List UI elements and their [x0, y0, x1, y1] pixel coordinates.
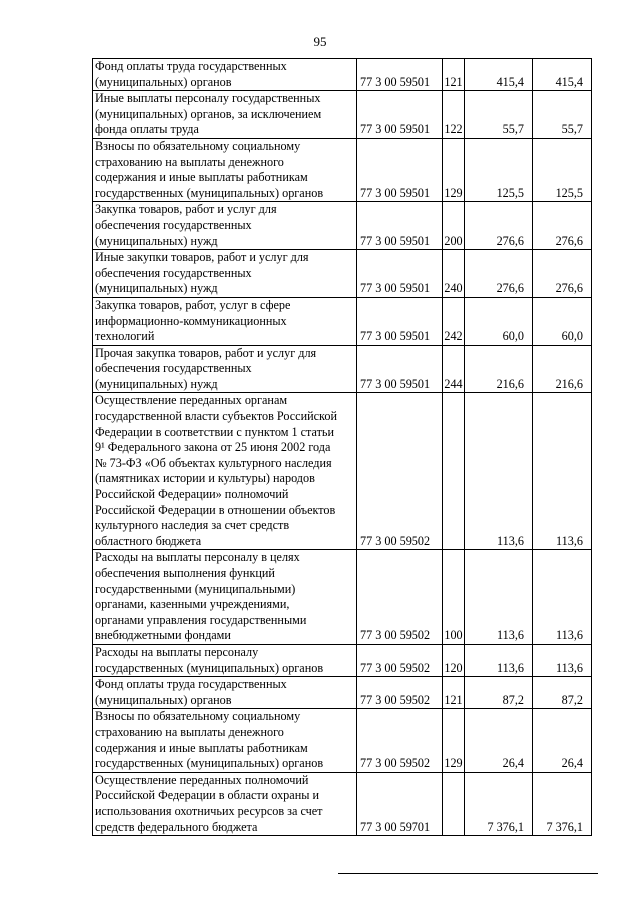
expense-type-code: 244	[443, 345, 465, 393]
expense-type-code: 121	[443, 59, 465, 91]
table-row	[93, 138, 592, 201]
amount-1: 113,6	[465, 393, 533, 550]
description-line: (муниципальных) органов	[95, 692, 232, 707]
table-row	[93, 677, 592, 709]
description-line: Фонд оплаты труда государственных	[95, 677, 287, 692]
description-line: Закупка товаров, работ и услуг для	[95, 202, 277, 217]
amount-2: 60,0	[533, 297, 592, 345]
description-line: 9¹ Федерального закона от 25 июня 2002 года	[95, 440, 331, 455]
description-line: страхованию на выплаты денежного	[95, 154, 284, 169]
table-body	[93, 59, 592, 836]
expense-type-code: 100	[443, 550, 465, 645]
description-line: государственных (муниципальных) органов	[95, 185, 324, 200]
description-line: Российской Федерации в области охраны и	[95, 788, 319, 803]
amount-2: 276,6	[533, 202, 592, 250]
description-line: Расходы на выплаты персоналу в целях	[95, 550, 300, 565]
row-description	[93, 91, 357, 139]
description-line: фонда оплаты труда	[95, 122, 199, 137]
expense-type-code: 120	[443, 644, 465, 676]
target-article-code: 77 3 00 59502	[357, 393, 443, 550]
description-line: Иные выплаты персоналу государственных	[95, 91, 321, 106]
description-line: Российской Федерации в отношении объектов	[95, 502, 336, 517]
target-article-code: 77 3 00 59502	[357, 709, 443, 772]
description-line: содержания и иные выплаты работникам	[95, 740, 308, 755]
amount-2: 415,4	[533, 59, 592, 91]
amount-2: 113,6	[533, 393, 592, 550]
table-row	[93, 91, 592, 139]
row-description	[93, 297, 357, 345]
row-description	[93, 550, 357, 645]
row-description	[93, 138, 357, 201]
budget-table	[92, 58, 592, 836]
amount-1: 125,5	[465, 138, 533, 201]
target-article-code: 77 3 00 59501	[357, 297, 443, 345]
table-row	[93, 297, 592, 345]
table-row	[93, 550, 592, 645]
target-article-code: 77 3 00 59501	[357, 202, 443, 250]
description-line: органами, казенными учреждениями,	[95, 597, 290, 612]
expense-type-code: 242	[443, 297, 465, 345]
expense-type-code: 121	[443, 677, 465, 709]
description-line: (муниципальных) нужд	[95, 281, 218, 296]
description-line: Взносы по обязательному социальному	[95, 138, 301, 153]
amount-2: 113,6	[533, 644, 592, 676]
row-description	[93, 393, 357, 550]
description-line: культурного наследия за счет средств	[95, 518, 290, 533]
table-row	[93, 250, 592, 298]
description-line: (памятниках истории и культуры) народов	[95, 471, 315, 486]
target-article-code: 77 3 00 59501	[357, 59, 443, 91]
target-article-code: 77 3 00 59501	[357, 345, 443, 393]
expense-type-code: 200	[443, 202, 465, 250]
page-number: 95	[313, 34, 327, 49]
table-row	[93, 709, 592, 772]
table-row	[93, 202, 592, 250]
amount-1: 26,4	[465, 709, 533, 772]
description-line: Осуществление переданных полномочий	[95, 772, 309, 787]
amount-1: 113,6	[465, 550, 533, 645]
description-line: государственной власти субъектов Российской	[95, 409, 337, 424]
target-article-code: 77 3 00 59502	[357, 550, 443, 645]
description-line: № 73-ФЗ «Об объектах культурного наследия	[95, 455, 332, 470]
row-description	[93, 772, 357, 835]
table-row	[93, 644, 592, 676]
row-description	[93, 59, 357, 91]
amount-1: 276,6	[465, 250, 533, 298]
amount-2: 55,7	[533, 91, 592, 139]
amount-1: 87,2	[465, 677, 533, 709]
row-description	[93, 202, 357, 250]
amount-2: 7 376,1	[533, 772, 592, 835]
amount-1: 113,6	[465, 644, 533, 676]
description-line: государственными (муниципальными)	[95, 581, 296, 596]
target-article-code: 77 3 00 59501	[357, 138, 443, 201]
description-line: Федерации в соответствии с пунктом 1 статьи	[95, 424, 334, 439]
amount-1: 216,6	[465, 345, 533, 393]
target-article-code: 77 3 00 59502	[357, 677, 443, 709]
expense-type-code	[443, 772, 465, 835]
footer-rule	[338, 873, 598, 874]
description-line: Фонд оплаты труда государственных	[95, 59, 287, 73]
description-line: государственных (муниципальных) органов	[95, 660, 324, 675]
row-description	[93, 644, 357, 676]
table-row	[93, 345, 592, 393]
description-line: областного бюджета	[95, 533, 202, 548]
table-row	[93, 772, 592, 835]
description-line: содержания и иные выплаты работникам	[95, 170, 308, 185]
description-line: страхованию на выплаты денежного	[95, 724, 284, 739]
expense-type-code	[443, 393, 465, 550]
target-article-code: 77 3 00 59701	[357, 772, 443, 835]
target-article-code: 77 3 00 59501	[357, 91, 443, 139]
description-line: Иные закупки товаров, работ и услуг для	[95, 250, 309, 265]
description-line: Закупка товаров, работ, услуг в сфере	[95, 297, 291, 312]
row-description	[93, 250, 357, 298]
amount-2: 216,6	[533, 345, 592, 393]
amount-1: 7 376,1	[465, 772, 533, 835]
description-line: (муниципальных) органов	[95, 74, 232, 89]
amount-2: 87,2	[533, 677, 592, 709]
expense-type-code: 122	[443, 91, 465, 139]
row-description	[93, 345, 357, 393]
description-line: технологий	[95, 329, 155, 344]
description-line: использования охотничьих ресурсов за счет	[95, 803, 323, 818]
description-line: государственных (муниципальных) органов	[95, 756, 324, 771]
description-line: Российской Федерации» полномочий	[95, 487, 289, 502]
target-article-code: 77 3 00 59502	[357, 644, 443, 676]
amount-1: 276,6	[465, 202, 533, 250]
expense-type-code: 240	[443, 250, 465, 298]
description-line: Взносы по обязательному социальному	[95, 709, 301, 724]
table-row	[93, 59, 592, 91]
description-line: (муниципальных) нужд	[95, 233, 218, 248]
description-line: Прочая закупка товаров, работ и услуг для	[95, 345, 317, 360]
description-line: внебюджетными фондами	[95, 628, 231, 643]
description-line: обеспечения выполнения функций	[95, 566, 275, 580]
description-line: средств федерального бюджета	[95, 819, 258, 834]
amount-2: 113,6	[533, 550, 592, 645]
amount-2: 26,4	[533, 709, 592, 772]
target-article-code: 77 3 00 59501	[357, 250, 443, 298]
description-line: информационно-коммуникационных	[95, 313, 287, 328]
row-description	[93, 709, 357, 772]
description-line: (муниципальных) нужд	[95, 376, 218, 391]
row-description	[93, 677, 357, 709]
amount-1: 415,4	[465, 59, 533, 91]
description-line: обеспечения государственных	[95, 265, 252, 280]
description-line: (муниципальных) органов, за исключением	[95, 106, 322, 121]
expense-type-code: 129	[443, 709, 465, 772]
amount-1: 60,0	[465, 297, 533, 345]
description-line: Осуществление переданных органам	[95, 393, 288, 408]
description-line: органами управления государственными	[95, 612, 307, 627]
description-line: Расходы на выплаты персоналу	[95, 644, 259, 659]
amount-2: 125,5	[533, 138, 592, 201]
table-row	[93, 393, 592, 550]
amount-2: 276,6	[533, 250, 592, 298]
description-line: обеспечения государственных	[95, 361, 252, 376]
amount-1: 55,7	[465, 91, 533, 139]
expense-type-code: 129	[443, 138, 465, 201]
description-line: обеспечения государственных	[95, 217, 252, 232]
